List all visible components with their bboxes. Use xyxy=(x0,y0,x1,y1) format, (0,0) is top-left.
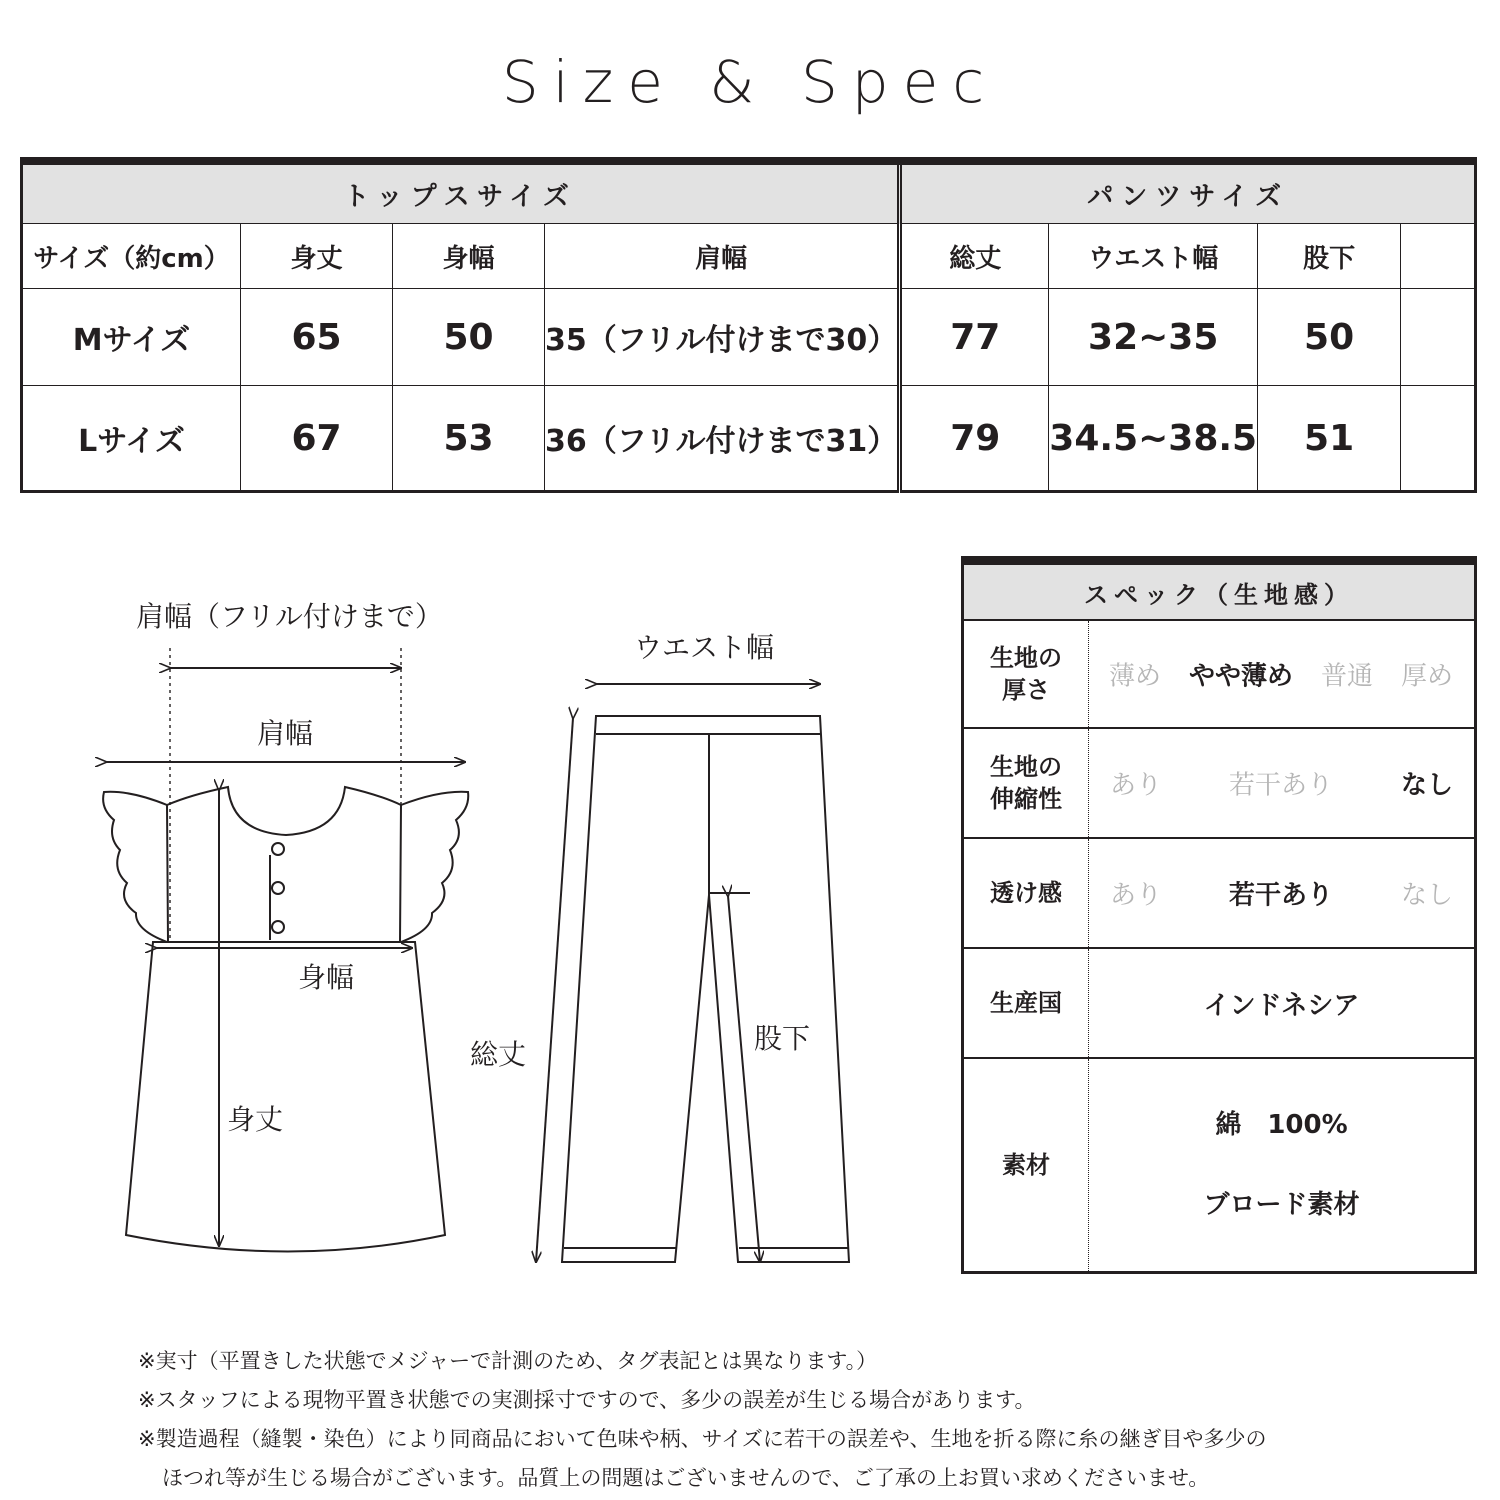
value-cell: 67 xyxy=(241,386,393,492)
spec-row-material xyxy=(963,1058,1476,1272)
total-length-label: 総丈 xyxy=(470,1038,527,1071)
spec-label: 生地の 厚さ xyxy=(963,620,1089,728)
spec-label: 素材 xyxy=(963,1058,1089,1272)
material-type: ブロード素材 xyxy=(1203,1189,1360,1220)
tops-size-group-header: トップスサイズ xyxy=(22,161,900,224)
header-waist: ウエスト幅 xyxy=(1049,224,1258,289)
header-inseam: 股下 xyxy=(1258,224,1401,289)
table-row xyxy=(22,289,1476,386)
spec-row-stretch xyxy=(963,728,1476,838)
spec-table xyxy=(961,556,1477,1274)
spec-row-sheer xyxy=(963,838,1476,948)
shoulder-frill-label: 肩幅（フリル付けまで） xyxy=(136,600,443,633)
note-line: ※実寸（平置きした状態でメジャーで計測のため、タグ表記とは異なります。） xyxy=(138,1349,878,1373)
value-cell: 32~35 xyxy=(1049,289,1258,386)
value-cell: 51 xyxy=(1258,386,1401,492)
value-cell: 65 xyxy=(241,289,393,386)
value-cell xyxy=(1401,289,1476,386)
header-body-width: 身幅 xyxy=(393,224,545,289)
spec-title: スペック（生地感） xyxy=(963,561,1476,621)
header-shoulder: 肩幅 xyxy=(545,224,900,289)
option-thin: 薄め xyxy=(1108,661,1162,692)
spec-label: 生産国 xyxy=(963,948,1089,1058)
country-value: インドネシア xyxy=(1089,948,1476,1058)
header-body-length: 身丈 xyxy=(241,224,393,289)
option-yes: あり xyxy=(1109,880,1163,911)
waist-label: ウエスト幅 xyxy=(634,631,775,664)
option-slight: 若干あり xyxy=(1228,770,1334,801)
pants-size-group-header: パンツサイズ xyxy=(900,161,1476,224)
size-cell: Mサイズ xyxy=(22,289,241,386)
spec-row-country xyxy=(963,948,1476,1058)
value-cell: 77 xyxy=(900,289,1049,386)
size-table xyxy=(20,157,1477,493)
pants-drawing xyxy=(562,716,849,1262)
note-line: ほつれ等が生じる場合がございます。品質上の問題はございませんので、ご了承の上お買い求めくださいませ。 xyxy=(162,1466,1210,1490)
page-title: Size & Spec xyxy=(501,48,999,116)
value-cell: 35（フリル付けまで30） xyxy=(545,289,900,386)
material-value xyxy=(1089,1058,1476,1272)
header-size: サイズ（約cm） xyxy=(22,224,241,289)
value-cell: 79 xyxy=(900,386,1049,492)
table-row xyxy=(22,386,1476,492)
header-empty xyxy=(1401,224,1476,289)
size-cell: Lサイズ xyxy=(22,386,241,492)
option-none: なし xyxy=(1400,880,1454,911)
stretch-options xyxy=(1089,728,1476,838)
option-yes: あり xyxy=(1109,770,1163,801)
notes xyxy=(138,1342,1267,1498)
value-cell: 53 xyxy=(393,386,545,492)
body-width-label: 身幅 xyxy=(298,961,355,994)
note-line: ※スタッフによる現物平置き状態での実測採寸ですので、多少の誤差が生じる場合があります。 xyxy=(138,1388,1036,1412)
inseam-label: 股下 xyxy=(754,1022,811,1055)
value-cell: 36（フリル付けまで31） xyxy=(545,386,900,492)
value-cell xyxy=(1401,386,1476,492)
top-garment-drawing xyxy=(103,787,468,1252)
note-line: ※製造過程（縫製・染色）により同商品において色味や柄、サイズに若干の誤差や、生地を折る際に糸の継ぎ目や多少の xyxy=(138,1427,1267,1451)
option-thick: 厚め xyxy=(1400,661,1454,692)
option-none: なし xyxy=(1400,770,1454,801)
spec-label: 透け感 xyxy=(963,838,1089,948)
header-total-length: 総丈 xyxy=(900,224,1049,289)
thickness-options xyxy=(1089,620,1476,728)
spec-label: 生地の 伸縮性 xyxy=(963,728,1089,838)
sheer-options xyxy=(1089,838,1476,948)
value-cell: 50 xyxy=(1258,289,1401,386)
shoulder-label: 肩幅 xyxy=(257,717,314,750)
option-slightly-thin: やや薄め xyxy=(1188,661,1294,692)
value-cell: 50 xyxy=(393,289,545,386)
option-normal: 普通 xyxy=(1320,661,1374,692)
spec-row-thickness xyxy=(963,620,1476,728)
value-cell: 34.5~38.5 xyxy=(1049,386,1258,492)
option-slight: 若干あり xyxy=(1228,880,1334,911)
material-fabric: 綿 100% xyxy=(1215,1109,1348,1140)
body-length-label: 身丈 xyxy=(227,1103,284,1136)
